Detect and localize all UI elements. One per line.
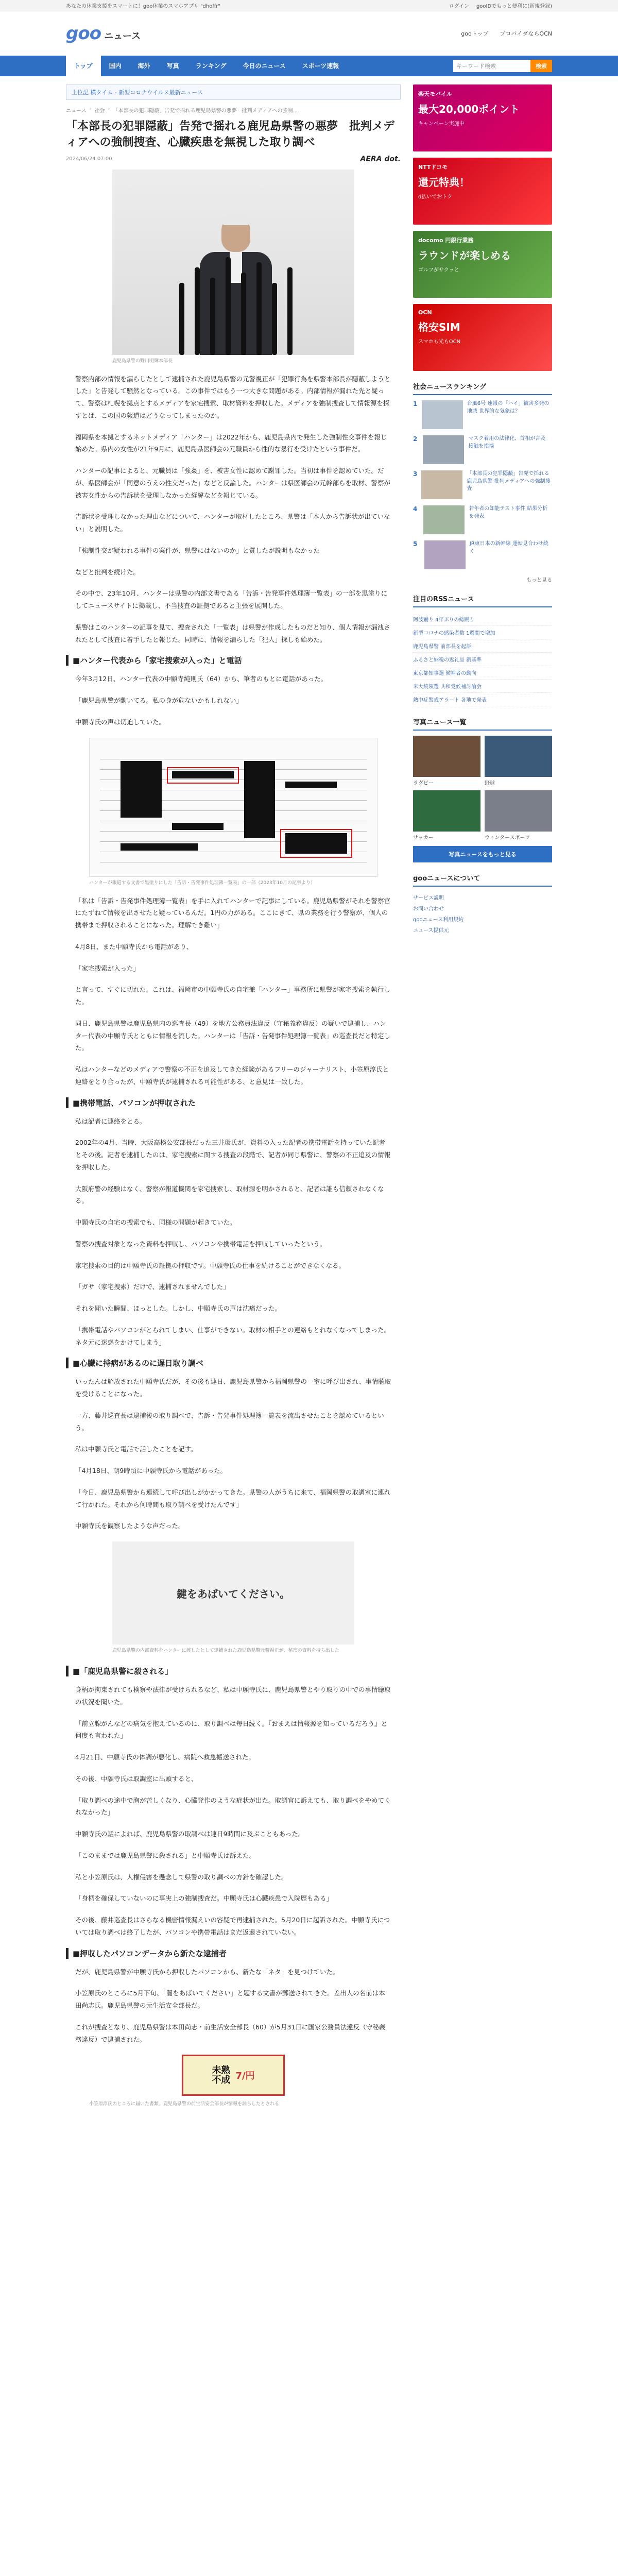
search-input[interactable] bbox=[453, 60, 530, 72]
article-paragraph: などと批判を続けた。 bbox=[75, 568, 140, 576]
article-paragraph: いったんは解放された中願寺氏だが、その後も連日、鹿児島県警から福岡県警の一室に呼び出され、事情聴取を受けることになった。 bbox=[75, 1378, 391, 1398]
article-paragraph: 2002年の4月、当時、大阪高検公安部長だった三井環氏が、資料の入った記者の携帯電話を持っていた記者とその後。記者を逮捕したのは、家宅捜索に関する捜査の段階で、記者が同じ県警に、警察の不正追及の情報を押収した。 bbox=[75, 1139, 391, 1171]
sidebar-ad[interactable] bbox=[413, 158, 552, 225]
section-heading: ■ハンター代表から「家宅捜索が入った」と電話 bbox=[66, 655, 401, 666]
nav-item-ranking[interactable]: ランキング bbox=[195, 62, 227, 70]
ad-line: キャンペーン実施中 bbox=[418, 121, 465, 127]
article-paragraph: 「強制性交が疑われる事件の案件が、県警にはないのか」と質したが説明もなかった bbox=[75, 546, 320, 554]
article-paragraph: 告訴状を受理しなかった理由などについて、ハンターが取材したところ、県警は「本人から告訴状が出ていない」と説明した。 bbox=[75, 513, 390, 533]
ranking-item[interactable] bbox=[413, 400, 552, 429]
about-list bbox=[413, 892, 552, 935]
about-link[interactable]: ニュース提供元 bbox=[413, 928, 449, 934]
stamp-left-text: 未熟 不成 bbox=[212, 2064, 231, 2086]
ad-line: d払いでおトク bbox=[418, 194, 453, 200]
article-paragraph: その後、藤井巡査長はさらなる機密情報漏えいの容疑で再逮捕された。5月20日に起訴された。中願寺氏については取り調べは終了したが、パソコンや携帯電話はまだ返還されていない。 bbox=[75, 1916, 390, 1936]
nav-item-today[interactable]: 今日のニュース bbox=[243, 62, 286, 70]
site-logo[interactable] bbox=[66, 23, 141, 44]
hot-news-title: 注目のRSSニュース bbox=[413, 594, 552, 607]
hot-news-item[interactable]: 熱中症警戒アラート 各地で発表 bbox=[413, 693, 552, 706]
photo-news-item[interactable] bbox=[413, 736, 480, 786]
photo-thumbnail bbox=[485, 736, 552, 777]
article-paragraph: ハンターの記事によると、元職員は「強姦」を、被害女性に認めて謝罪した。当初は事件を認めていた。だが、県医師会が「同意のうえの性交だった」などと反論した。ハンターは県医師会の元幹部らを取材、警察が被害女性からの告訴状を受理しなかった経緯などを報じている。 bbox=[75, 467, 391, 499]
article-paragraph: 中願寺氏の話によれば、鹿児島県警の取調べは連日9時間に及ぶこともあった。 bbox=[75, 1830, 305, 1838]
hot-news-item[interactable]: 米大統領選 共和党候補討論会 bbox=[413, 680, 552, 693]
photo-thumbnail bbox=[485, 790, 552, 832]
about-title: gooニュースについて bbox=[413, 873, 552, 887]
photo-label: 野球 bbox=[485, 781, 495, 786]
ad-line: スマホも光もOCN bbox=[418, 339, 461, 345]
photo-news-item[interactable] bbox=[485, 736, 552, 786]
stamp-caption: 小笠原淳氏のところに届いた書類。鹿児島県警の前生活安全部長が情報を漏らしたとされる bbox=[89, 2102, 280, 2107]
search-form bbox=[453, 60, 552, 72]
article-paragraph: 「取り調べの途中で胸が苦しくなり、心臓発作のような症状が出た。取調官に訴えても、取り調べをやめてくれなかった」 bbox=[75, 1796, 391, 1817]
ranking-item[interactable] bbox=[413, 540, 552, 569]
ad-line: docomo 円銀行業務 bbox=[418, 237, 474, 244]
section-heading: ■携帯電話、パソコンが押収された bbox=[66, 1097, 401, 1108]
article-paragraph: 4月8日、また中願寺氏から電話があり、 bbox=[75, 942, 193, 951]
about-link[interactable]: gooニュース利用規約 bbox=[413, 917, 464, 923]
sidebar-ad[interactable] bbox=[413, 84, 552, 151]
photo-label: ウィンタースポーツ bbox=[485, 835, 530, 841]
stamp-right-text: 7/円 bbox=[235, 2071, 255, 2082]
photo-thumbnail bbox=[413, 736, 480, 777]
article-paragraph: 4月21日、中願寺氏の体調が悪化し、病院へ救急搬送された。 bbox=[75, 1753, 255, 1761]
article-paragraph: 同日、鹿児島県警は鹿児島県内の巡査長（49）を地方公務員法違反（守秘義務違反）の疑いで逮捕し、ハンター代表の中願寺氏とともに情報を流した。ハンターは「告訴・告発事件処理簿一覧表」の巡査長だと特定した。 bbox=[75, 1019, 391, 1052]
article-paragraph: 私と小笠原氏は、人権侵害を懸念して県警の取り調べの方針を確認した。 bbox=[75, 1873, 288, 1881]
site-header bbox=[0, 11, 618, 56]
rank-thumbnail bbox=[423, 505, 465, 534]
photo-thumbnail bbox=[413, 790, 480, 832]
article-paragraph: 今年3月12日、ハンター代表の中願寺純則氏（64）から、筆者のもとに電話があった。 bbox=[75, 675, 328, 683]
ad-headline: 最大20,000ポイント bbox=[418, 103, 520, 115]
ad-line: 楽天モバイル bbox=[418, 91, 452, 97]
register-link[interactable]: gooIDでもっと便利に(新規登録) bbox=[476, 4, 552, 9]
photo-label: ラグビー bbox=[413, 781, 434, 786]
article-date: 2024/06/24 07:00 bbox=[66, 156, 112, 162]
main-nav bbox=[0, 56, 618, 76]
nav-item-top[interactable]: トップ bbox=[66, 56, 101, 76]
ranking-item[interactable] bbox=[413, 505, 552, 534]
breadcrumb-separator: › bbox=[89, 106, 92, 112]
article-paragraph: 警察の捜査対象となった資料を押収し、パソコンや携帯電話を押収していったという。 bbox=[75, 1240, 327, 1248]
sidebar-ad[interactable] bbox=[413, 231, 552, 298]
breadcrumb-news[interactable]: ニュース bbox=[66, 108, 87, 114]
article-paragraph: と言って、すぐに切れた。これは、福岡市の中願寺氏の自宅兼「ハンター」事務所に県警が家宅捜索を執行した。 bbox=[75, 986, 390, 1006]
article-paragraph: 中願寺氏の自宅の捜索でも、同様の問題が起きていた。 bbox=[75, 1218, 236, 1227]
section-heading: ■心臓に持病があるのに遅日取り調べ bbox=[66, 1358, 401, 1368]
nav-item-sports[interactable]: スポーツ速報 bbox=[302, 62, 339, 70]
hot-news-item[interactable]: 新型コロナの感染者数 1週間で増加 bbox=[413, 626, 552, 639]
article-paragraph: 「今日、鹿児島県警から連続して呼び出しがかかってきた。県警の人がうちに来て、福岡県警の取調室に連れて行かれた。それから何時間も取り調べを受けたんです」 bbox=[75, 1488, 391, 1509]
article-paragraph: 私は記者に連絡をとる。 bbox=[75, 1117, 146, 1125]
article-paragraph: 「家宅捜索が入った」 bbox=[75, 964, 140, 972]
article-paragraph: 中願寺氏の声は切迫していた。 bbox=[75, 718, 166, 726]
photo-news-title: 写真ニュース一覧 bbox=[413, 717, 552, 731]
article-paragraph: 私はハンターなどのメディアで警察の不正を追及してきた経験があるフリーのジャーナリスト、小笠原淳氏と連絡をとり合ったが、中願寺氏が逮捕される可能性がある、と意見は一致した。 bbox=[75, 1065, 389, 1086]
top-utility-strip bbox=[0, 0, 618, 11]
photo-news-item[interactable] bbox=[413, 790, 480, 841]
logo-news: ニュース bbox=[104, 31, 141, 42]
article-paragraph: 家宅捜索の目的は中願寺氏の証拠の押収です。中願寺氏の仕事を続けることができなくなる。 bbox=[75, 1261, 346, 1269]
hot-news-list bbox=[413, 613, 552, 706]
article-paragraph: 中願寺氏を観察したような声だった。 bbox=[75, 1522, 185, 1530]
section-heading: ■押収したパソコンデータから新たな逮捕者 bbox=[66, 1948, 401, 1959]
article-paragraph: これが捜査となり、鹿児島県警は本田尚志・前生活安全部長（60）が5月31日に国家公務員法違反（守秘義務違反）で逮捕された。 bbox=[75, 2023, 386, 2043]
rank-thumbnail bbox=[423, 435, 464, 464]
article-paragraph: 私は中願寺氏と電話で話したことを記す。 bbox=[75, 1445, 197, 1453]
rank-thumbnail bbox=[422, 400, 463, 429]
breadcrumb-society[interactable]: 社会 bbox=[94, 108, 105, 114]
hot-news-item[interactable]: 東京都知事選 候補者の動向 bbox=[413, 666, 552, 680]
covid-banner[interactable]: 上位記 横タイム - 新型コロナウイルス最新ニュース bbox=[66, 84, 401, 100]
letter-caption: 鹿児島県警の内部資料をハンターに渡したとして逮捕された鹿児島県警元警視正が、秘密の資料を持ち出した bbox=[112, 1648, 339, 1654]
rank-thumbnail bbox=[424, 540, 466, 569]
rank-number: 1 bbox=[413, 400, 418, 408]
about-link[interactable]: お問い合わせ bbox=[413, 906, 444, 912]
article-body bbox=[66, 373, 401, 2107]
article-main-photo bbox=[112, 170, 354, 355]
article-paragraph: 「前立腺がんなどの病気を抱えているのに、取り調べは毎日続く。『おまえは情報源を知っているだろう』と何度も言われた」 bbox=[75, 1719, 388, 1740]
search-button[interactable]: 検索 bbox=[530, 60, 552, 72]
hot-news-item[interactable]: 阿波踊り 4年ぶりの総踊り bbox=[413, 613, 552, 626]
logo-goo: goo bbox=[66, 23, 101, 44]
article-paragraph: 一方、藤井巡査長は逮捕後の取り調べで、告訴・告発事件処理簿一覧表を流出させたことを認めているという。 bbox=[75, 1411, 384, 1432]
sidebar bbox=[413, 84, 552, 2116]
ad-headline: 格安SIM bbox=[418, 321, 460, 333]
ad-line: NTTドコモ bbox=[418, 164, 448, 171]
article-paragraph: 「携帯電話やパソコンがとられてしまい、仕事ができない。取材の相手との連絡もとれなくなってしまった。ネタ元に迷惑をかけてしまう」 bbox=[75, 1326, 391, 1346]
article-paragraph: 県警はこのハンターの記事を見て、捜査された「一覧表」は県警が作成したものだと知り、個人情報が漏洩されたとして捜査に着手したと報じた。同時に、情報を漏らした「犯人」探しも始めた。 bbox=[75, 623, 390, 643]
more-photos-button[interactable]: 写真ニュースをもっと見る bbox=[413, 846, 552, 862]
top-promo-link[interactable]: あなたの休業支援をスマートに！goo休業のスマホアプリ "dhoffr" bbox=[66, 4, 220, 9]
rank-thumbnail bbox=[421, 470, 462, 499]
article-paragraph: その中で、23年10月、ハンターは県警の内部文書である「告訴・告発事件処理簿一覧表」の一部を黒塗りにしてニュースサイトに掲載し、不当捜査の証拠であると主張を展開した。 bbox=[75, 589, 388, 610]
rank-number: 2 bbox=[413, 435, 418, 443]
rank-headline: JR東日本の新幹線 運転見合わせ続く bbox=[469, 541, 548, 554]
article-paragraph: それを聞いた瞬間、ほっとした。しかし、中願寺氏の声は沈痛だった。 bbox=[75, 1304, 282, 1313]
article-title: 「本部長の犯罪隠蔽」告発で揺れる鹿児島県警の悪夢 批判メディアへの強制捜査、心臓疾患を無視した取り調べ bbox=[66, 120, 395, 149]
article-paragraph: 身柄が拘束されても検察や法律が受けられるなど、私は中願寺氏に、鹿児島県警とやり取りの中での事情聴取の状況を聞いた。 bbox=[75, 1686, 391, 1706]
login-link[interactable]: ログイン bbox=[449, 4, 469, 9]
ranking-item[interactable] bbox=[413, 435, 552, 464]
photo-news-item[interactable] bbox=[485, 790, 552, 841]
letter-image: 鍵をあばいてください。 bbox=[112, 1541, 354, 1645]
ad-headline: 還元特典！ bbox=[418, 176, 470, 189]
nav-item-domestic[interactable]: 国内 bbox=[109, 62, 122, 70]
ad-headline: ラウンドが楽しめる bbox=[418, 249, 511, 262]
nav-item-overseas[interactable]: 海外 bbox=[138, 62, 150, 70]
document-image bbox=[89, 738, 377, 877]
ranking-item[interactable] bbox=[413, 470, 552, 499]
article-paragraph: 「ガサ（家宅捜索）だけで、逮捕されませんでした」 bbox=[75, 1283, 230, 1291]
rank-headline: 台風6号 速報の「ハイ」被害多発の地域 世界的な気象は？ bbox=[467, 401, 550, 414]
breadcrumb-separator: › bbox=[108, 106, 110, 112]
article-paragraph: 「鹿児島県警が動いてる。私の身が危ないかもしれない」 bbox=[75, 697, 243, 705]
photo-caption: 鹿児島県警の野川明輝本部長 bbox=[112, 358, 173, 364]
main-column bbox=[66, 84, 401, 2116]
ocn-link[interactable]: プロバイダならOCN bbox=[500, 30, 552, 37]
hot-news-item[interactable]: ふるさと納税の返礼品 新基準 bbox=[413, 653, 552, 666]
article-paragraph: 小笠原氏のところに5月下旬、「闇をあばいてください」と題する文書が郵送されてきた。差出人の名前は本田尚志氏。鹿児島県警の元生活安全部長だ。 bbox=[75, 1989, 385, 2010]
article-paragraph: その後、中願寺氏は取調室に出頭すると、 bbox=[75, 1774, 198, 1783]
breadcrumb-current: 「本部長の犯罪隠蔽」告発で揺れる鹿児島県警の悪夢 批判メディアへの強制... bbox=[113, 108, 298, 114]
section-heading: ■「鹿児島県警に殺される」 bbox=[66, 1666, 401, 1676]
article-paragraph: 「身柄を確保していないのに事実上の強制捜査だ。中願寺氏は心臓疾患で入院歴もある」 bbox=[75, 1894, 333, 1903]
article-paragraph: 「このままでは鹿児島県警に殺される」と中願寺氏は訴えた。 bbox=[75, 1851, 256, 1859]
rank-number: 5 bbox=[413, 540, 418, 548]
article-paragraph: 「私は「告訴・告発事件処理簿一覧表」を手に入れてハンターで記事にしている。鹿児島県警がそれを警察官にたずねて情報を出させたと疑っているんだ。1円の力がある。ここにきて、県の業務を行う警察が、個人の携帯まで押収されることになった。理解でき難い」 bbox=[75, 896, 391, 929]
document-caption: ハンターが報道する文書で黒塗りにした「告訴・告発事件処理簿一覧表」の一部（2023年10月の記事より） bbox=[89, 880, 315, 886]
article-paragraph: 大阪府警の経験はなく、警察が報道機関を家宅捜索し、取材源を明かされると、記者は誰も信頼されなくなる。 bbox=[75, 1184, 384, 1205]
ad-line: ゴルフがサクッと bbox=[418, 267, 459, 273]
photo-microphones bbox=[174, 247, 298, 355]
rank-number: 3 bbox=[413, 470, 418, 478]
article-source-logo[interactable]: AERA dot. bbox=[360, 155, 401, 163]
ranking-more-link[interactable]: もっと見る bbox=[526, 578, 552, 583]
rank-headline: 「本部長の犯罪隠蔽」告発で揺れる鹿児島県警 批判メディアへの強制捜査 bbox=[467, 471, 551, 492]
sidebar-ad[interactable] bbox=[413, 304, 552, 371]
nav-item-photo[interactable]: 写真 bbox=[166, 62, 179, 70]
article-meta bbox=[66, 155, 401, 163]
rank-number: 4 bbox=[413, 505, 418, 513]
rank-headline: マスク着用の法律化、首相が言及 接触を指摘 bbox=[468, 436, 546, 449]
article-paragraph: だが、鹿児島県警が中願寺氏から押収したパソコンから、新たな「ネタ」を見つけていた。 bbox=[75, 1968, 339, 1976]
ad-line: OCN bbox=[418, 309, 432, 316]
article-paragraph: 警察内部の情報を漏らしたとして逮捕された鹿児島県警の元警視正が「犯罪行為を県警本部長が隠蔽しようとした」と告発して騒然となっている。この事件ではもう一つ大きな問題がある。内部情報が漏れた先と疑って、警察は札幌を拠点とするメディアを家宅捜索、取材資料を押収した。メディアを強制捜査して情報源を探すとは、この国の報道はどうなってしまったのか。 bbox=[75, 375, 391, 419]
breadcrumb bbox=[66, 106, 401, 114]
article-paragraph: 福岡県を本拠とするネットメディア「ハンター」は2022年から、鹿児島県内で発生した強制性交事件を報じ始めた。県内の女性が21年9月に、鹿児島県医師会の元職員から性的な暴行を受けたという事件だ。 bbox=[75, 433, 387, 453]
seal-stamp-image bbox=[182, 2055, 285, 2096]
goo-top-link[interactable]: gooトップ bbox=[461, 30, 489, 37]
ranking-title: 社会ニュースランキング bbox=[413, 381, 552, 395]
about-link[interactable]: サービス説明 bbox=[413, 895, 444, 901]
photo-news-grid bbox=[413, 736, 552, 841]
rank-headline: 若年者の知能テスト事件 結果分析を発表 bbox=[469, 506, 548, 519]
hot-news-item[interactable]: 鹿児島県警 前部長を起訴 bbox=[413, 639, 552, 653]
article-paragraph: 「4月18日、朝9時頃に中願寺氏から電話があった。 bbox=[75, 1467, 227, 1475]
photo-label: サッカー bbox=[413, 835, 434, 841]
